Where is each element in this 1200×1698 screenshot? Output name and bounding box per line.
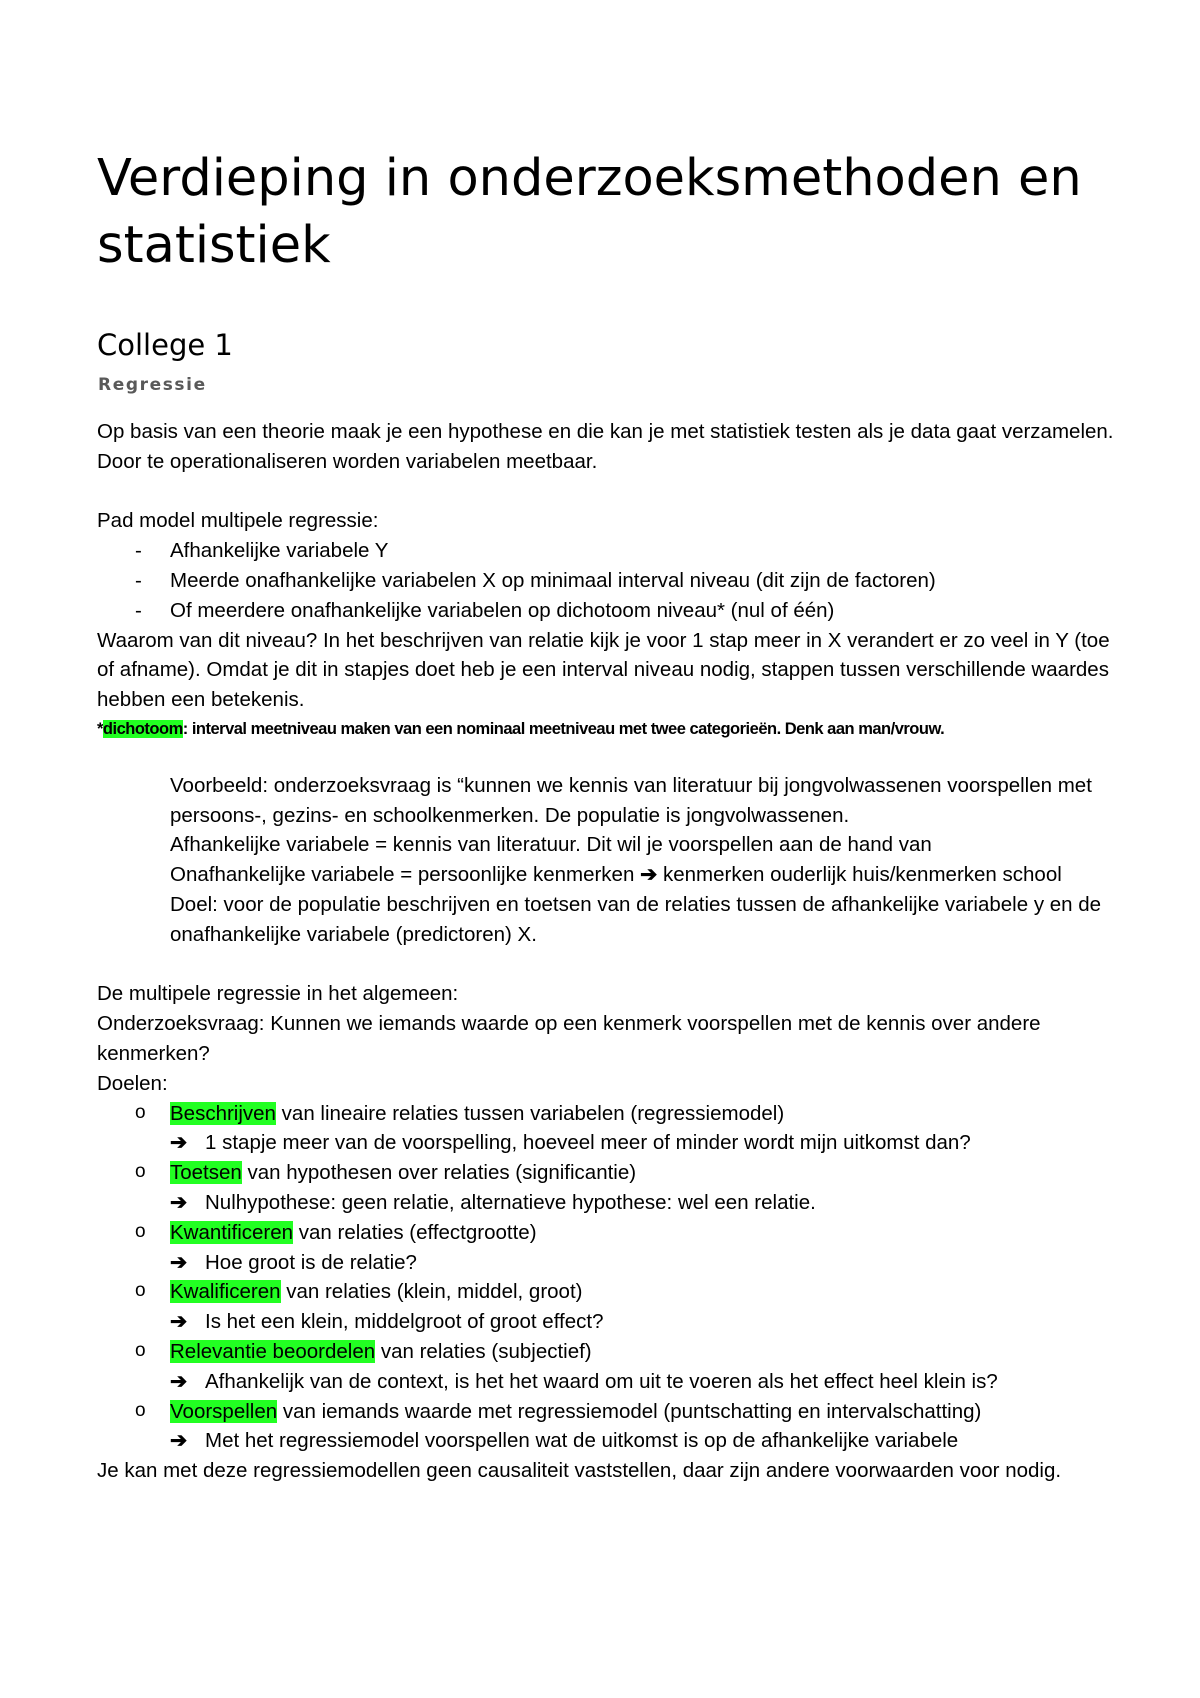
pad-model-item: - Of meerdere onafhankelijke variabelen op dichotoom niveau* (nul of één) (97, 596, 1117, 626)
arrow-right-icon: ➔ (640, 863, 658, 887)
goal-subitem: ➔ 1 stapje meer van de voorspelling, hoeveel meer of minder wordt mijn uitkomst dan? (97, 1128, 1117, 1158)
arrow-right-icon: ➔ (170, 1429, 188, 1453)
document-body (97, 417, 1117, 1486)
pad-model-label: Pad model multipele regressie: (97, 509, 379, 533)
voorbeeld-onafhankelijke: Onafhankelijke variabele = persoonlijke kenmerken ➔ kenmerken ouderlijk huis/kenmerken school (170, 863, 1062, 887)
highlight-term: dichotoom (102, 719, 183, 738)
voorbeeld-question: Voorbeeld: onderzoeksvraag is “kunnen we kennis van literatuur bij jongvolwassenen voorspellen met persoons-, gezins- en schoolkenmerken. De populatie is jongvolwassenen. (170, 773, 1092, 827)
highlight-term: Toetsen (170, 1161, 242, 1185)
arrow-right-icon: ➔ (170, 1369, 188, 1393)
highlight-term: Beschrijven (170, 1101, 276, 1125)
bullet-circle: o (135, 1101, 146, 1123)
bullet-circle: o (135, 1339, 146, 1361)
bullet-dash: - (135, 539, 142, 563)
bullet-dash: - (135, 568, 142, 592)
algemeen-label: De multipele regressie in het algemeen: (97, 982, 459, 1006)
footnote-dichotoom: *dichotoom: interval meetniveau maken van een nominaal meetniveau met twee categorieën. Denk aan man/vrouw. (97, 719, 945, 738)
goal-item: o Relevantie beoordelen van relaties (subjectief) (97, 1337, 1117, 1367)
algemeen-vraag: Onderzoeksvraag: Kunnen we iemands waarde op een kenmerk voorspellen met de kennis over andere kenmerken? (97, 1012, 1041, 1065)
arrow-right-icon: ➔ (170, 1131, 188, 1155)
bullet-circle: o (135, 1161, 146, 1183)
goal-subitem: ➔ Nulhypothese: geen relatie, alternatieve hypothese: wel een relatie. (97, 1188, 1117, 1218)
heading-college: College 1 (97, 328, 233, 362)
goal-subitem: ➔ Hoe groot is de relatie? (97, 1248, 1117, 1278)
arrow-right-icon: ➔ (170, 1310, 188, 1334)
highlight-term: Kwalificeren (170, 1280, 281, 1304)
voorbeeld-afhankelijke: Afhankelijke variabele = kennis van literatuur. Dit wil je voorspellen aan de hand van (170, 833, 932, 857)
voorbeeld-doel: Doel: voor de populatie beschrijven en toetsen van de relaties tussen de afhankelijke variabele y en de onafhankelijke variabele (predictoren) X. (170, 892, 1102, 946)
pad-model-item: - Meerde onafhankelijke variabelen X op minimaal interval niveau (dit zijn de factoren) (97, 566, 1117, 596)
goal-item: o Kwalificeren van relaties (klein, middel, groot) (97, 1277, 1117, 1307)
highlight-term: Kwantificeren (170, 1220, 294, 1244)
goal-item: o Voorspellen van iemands waarde met regressiemodel (puntschatting en intervalschatting) (97, 1397, 1117, 1427)
document-title: Verdieping in onderzoeksmethoden en statistiek (97, 149, 1082, 275)
goal-item: o Toetsen van hypothesen over relaties (significantie) (97, 1158, 1117, 1188)
heading-regressie: Regressie (98, 375, 207, 395)
pad-model-item: - Afhankelijke variabele Y (97, 536, 1117, 566)
bullet-circle: o (135, 1220, 146, 1242)
highlight-term: Relevantie beoordelen (170, 1339, 376, 1363)
voorbeeld-block (97, 771, 1117, 950)
arrow-right-icon: ➔ (170, 1190, 188, 1214)
arrow-right-icon: ➔ (170, 1250, 188, 1274)
goal-subitem: ➔ Afhankelijk van de context, is het het waard om uit te voeren als het effect heel klein is? (97, 1367, 1117, 1397)
doelen-label: Doelen: (97, 1071, 168, 1095)
conclusie-paragraph: Je kan met deze regressiemodellen geen causaliteit vaststellen, daar zijn andere voorwaarden voor nodig. (97, 1459, 1062, 1483)
highlight-term: Voorspellen (170, 1399, 278, 1423)
goal-item: o Beschrijven van lineaire relaties tussen variabelen (regressiemodel) (97, 1099, 1117, 1129)
intro-paragraph: Op basis van een theorie maak je een hypothese en die kan je met statistiek testen als je data gaat verzamelen. Door te operationaliseren worden variabelen meetbaar. (97, 420, 1114, 473)
bullet-circle: o (135, 1280, 146, 1302)
goal-subitem: ➔ Is het een klein, middelgroot of groot effect? (97, 1307, 1117, 1337)
goal-item: o Kwantificeren van relaties (effectgrootte) (97, 1218, 1117, 1248)
waarom-paragraph: Waarom van dit niveau? In het beschrijven van relatie kijk je voor 1 stap meer in X verandert er zo veel in Y (toe of afname). Omdat je dit in stapjes doet heb je een interval niveau nodig, stappen tussen verschillende waardes hebben een betekenis. (97, 628, 1110, 712)
bullet-dash: - (135, 598, 142, 622)
bullet-circle: o (135, 1399, 146, 1421)
goal-subitem: ➔ Met het regressiemodel voorspellen wat de uitkomst is op de afhankelijke variabele (97, 1426, 1117, 1456)
